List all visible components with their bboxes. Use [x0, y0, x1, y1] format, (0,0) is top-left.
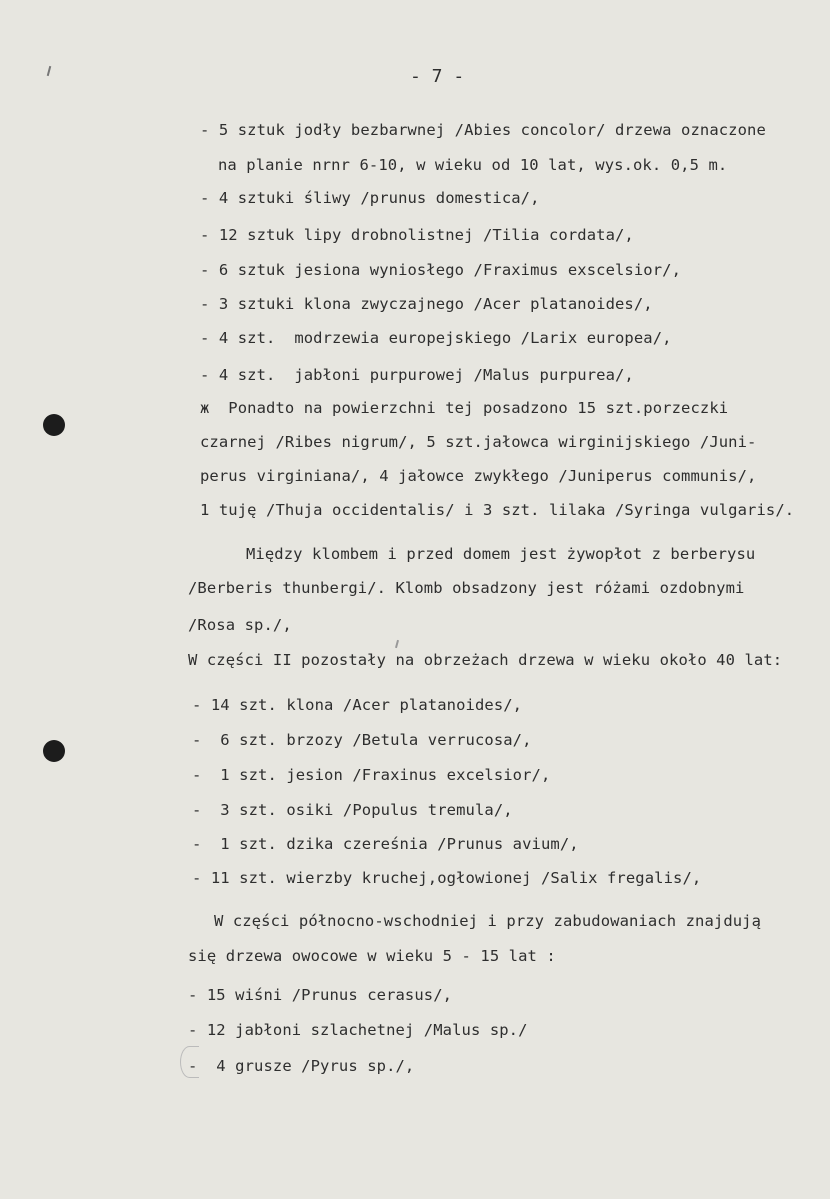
text-line: - 6 szt. brzozy /Betula verrucosa/,: [192, 731, 532, 749]
text-line: perus virginiana/, 4 jałowce zwykłego /Juniperus communis/,: [200, 467, 757, 485]
text-line: - 15 wiśni /Prunus cerasus/,: [188, 986, 453, 1004]
text-line: - 6 sztuk jesiona wyniosłego /Fraximus exscelsior/,: [200, 261, 682, 279]
text-line: - 12 sztuk lipy drobnolistnej /Tilia cordata/,: [200, 226, 634, 244]
text-line: W części II pozostały na obrzeżach drzewa w wieku około 40 lat:: [188, 651, 783, 669]
text-line: - 4 szt. jabłoni purpurowej /Malus purpurea/,: [200, 366, 634, 384]
text-line: /Berberis thunbergi/. Klomb obsadzony jest różami ozdobnymi: [188, 579, 745, 597]
pencil-mark: [180, 1046, 199, 1078]
text-line: na planie nrnr 6-10, w wieku od 10 lat, wys.ok. 0,5 m.: [218, 156, 728, 174]
text-line: - 14 szt. klona /Acer platanoides/,: [192, 696, 523, 714]
text-line: /Rosa sp./,: [188, 616, 292, 634]
text-line: - 4 sztuki śliwy /prunus domestica/,: [200, 189, 540, 207]
text-line: 1 tuję /Thuja occidentalis/ i 3 szt. lilaka /Syringa vulgaris/.: [200, 501, 795, 519]
text-line: czarnej /Ribes nigrum/, 5 szt.jałowca wirginijskiego /Juni-: [200, 433, 757, 451]
text-line: - 1 szt. jesion /Fraxinus excelsior/,: [192, 766, 551, 784]
text-line: - 5 sztuk jodły bezbarwnej /Abies concolor/ drzewa oznaczone: [200, 121, 766, 139]
text-line: - 3 szt. osiki /Populus tremula/,: [192, 801, 513, 819]
text-line: ж Ponadto na powierzchni tej posadzono 15 szt.porzeczki: [200, 399, 729, 417]
punch-hole: [43, 740, 65, 762]
text-line: - 4 grusze /Pyrus sp./,: [188, 1057, 415, 1075]
page-number: - 7 -: [410, 66, 465, 87]
text-line: - 4 szt. modrzewia europejskiego /Larix europea/,: [200, 329, 672, 347]
punch-hole: [43, 414, 65, 436]
paper-mark: [47, 66, 52, 76]
text-line: - 1 szt. dzika czereśnia /Prunus avium/,: [192, 835, 579, 853]
text-line: - 11 szt. wierzby kruchej,ogłowionej /Salix fregalis/,: [192, 869, 702, 887]
paper-mark: [395, 640, 399, 648]
text-line: W części północno-wschodniej i przy zabudowaniach znajdują: [214, 912, 762, 930]
text-line: Między klombem i przed domem jest żywopłot z berberysu: [246, 545, 756, 563]
text-line: się drzewa owocowe w wieku 5 - 15 lat :: [188, 947, 556, 965]
text-line: - 3 sztuki klona zwyczajnego /Acer platanoides/,: [200, 295, 653, 313]
text-line: - 12 jabłoni szlachetnej /Malus sp./: [188, 1021, 528, 1039]
